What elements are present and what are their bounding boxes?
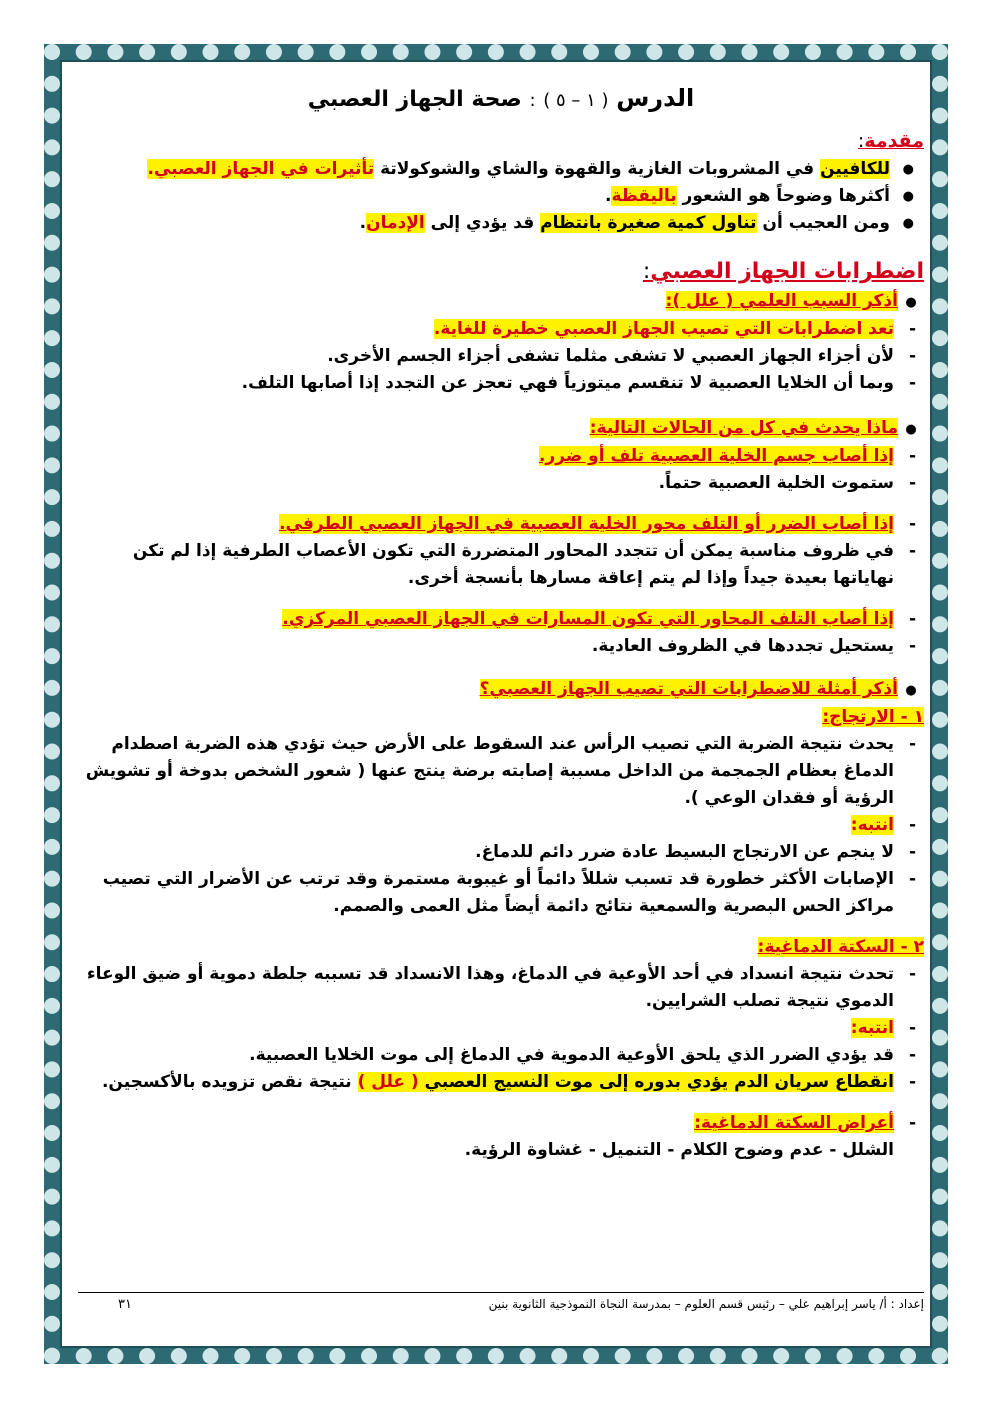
stroke-note-2: - انقطاع سريان الدم يؤدي بدوره إلى موت النسيج العصبي ( علل ) نتيجة نقص تزويده بالأكسجين. <box>101 1072 916 1092</box>
intro-heading: مقدمة: <box>857 130 924 152</box>
concussion-note: - انتبه: <box>850 815 916 835</box>
statement: - تعد اضطرابات التي تصيب الجهاز العصبي خطيرة للغاية. <box>433 319 916 339</box>
footer: إعداد : أ/ ياسر إبراهيم علي – رئيس قسم العلوم – بمدرسة النجاة النموذجية الثانوية بنين ٣١ <box>78 1292 924 1311</box>
list-item: ● للكافيين في المشروبات الغازية والقهوة والشاي والشوكولاتة تأثيرات في الجهاز العصبي. <box>78 156 924 183</box>
list-item: ● أكثرها وضوحاً هو الشعور باليقظة. <box>78 183 924 210</box>
question-2: ●ماذا يحدث في كل من الحالات التالية: <box>589 418 917 438</box>
case-2-answer: - في ظروف مناسبة يمكن أن تتجدد المحاور المتضررة التي تكون الأعصاب الطرفية إذا لم تكن نهاياتها بعيدة جيداً وإذا لم يتم إعاقة مسارها بأنسجة أخرى. <box>132 541 916 588</box>
list-item: ● ومن العجيب أن تناول كمية صغيرة بانتظام قد يؤدي إلى الإدمان. <box>78 210 924 237</box>
stroke-note: - انتبه: <box>850 1018 916 1038</box>
case-1-answer: - ستموت الخلية العصبية حتماً. <box>658 473 916 493</box>
stroke-desc: - تحدث نتيجة انسداد في أحد الأوعية في الدماغ، وهذا الانسداد قد تسببه جلطة دموية أو ضيق الوعاء الدموي نتيجة تصلب الشرايين. <box>86 964 916 1011</box>
intro-list <box>78 156 924 237</box>
symptoms: الشلل - عدم وضوح الكلام - التنميل - غشاوة الرؤية. <box>464 1140 894 1160</box>
question-3: ●أذكر أمثلة للاضطرابات التي تصيب الجهاز العصبي؟ <box>479 679 917 699</box>
question-1: ●أذكر السبب العلمي ( علل ): <box>665 291 917 311</box>
reason-2: - وبما أن الخلايا العصبية لا تنقسم ميتوزياً فهي تعجز عن التجدد إذا أصابها التلف. <box>241 373 916 393</box>
concussion-heading: ١ - الارتجاج: <box>822 707 924 727</box>
document-body <box>78 80 924 1164</box>
case-3-answer: - يستحيل تجددها في الظروف العادية. <box>591 636 916 656</box>
concussion-desc: - يحدث نتيجة الضربة التي تصيب الرأس عند السقوط على الأرض حيث تؤدي هذه الضربة اصطدام الدماغ بعظام الجمجمة من الداخل مسببة إصابته برضة ينتج عنها ( شعور الشخص بدوخة أو تشويش الرؤية أو فقدان الوعي ). <box>85 734 916 808</box>
case-3: - إذا أصاب التلف المحاور التي تكون المسارات في الجهاز العصبي المركزي. <box>282 609 916 629</box>
page-number: ٣١ <box>118 1297 132 1312</box>
symptoms-heading: - أعراض السكتة الدماغية: <box>694 1113 916 1133</box>
concussion-note-2: - الإصابات الأكثر خطورة قد تسبب شللاً دائماً أو غيبوبة مستمرة وقد ترتب عن الأضرار التي تصيب مراكز الحس البصرية والسمعية نتائج دائمة أيضاً مثل العمى والصمم. <box>102 869 916 916</box>
lesson-title: الدرس ( ١ – ٥ ) : صحة الجهاز العصبي <box>307 84 695 112</box>
disorders-heading: اضطرابات الجهاز العصبي: <box>642 259 924 284</box>
concussion-note-1: - لا ينجم عن الارتجاج البسيط عادة ضرر دائم للدماغ. <box>475 842 916 862</box>
case-1: - إذا أصاب جسم الخلية العصبية تلف أو ضرر. <box>538 446 916 466</box>
stroke-heading: ٢ - السكتة الدماغية: <box>757 937 924 957</box>
case-2: - إذا أصاب الضرر أو التلف محور الخلية العصبية في الجهاز العصبي الطرفي. <box>279 514 916 534</box>
stroke-note-1: - قد يؤدي الضرر الذي يلحق الأوعية الدموية في الدماغ إلى موت الخلايا العصبية. <box>249 1045 916 1065</box>
reason-1: - لأن أجزاء الجهاز العصبي لا تشفى مثلما تشفى أجزاء الجسم الأخرى. <box>327 346 916 366</box>
